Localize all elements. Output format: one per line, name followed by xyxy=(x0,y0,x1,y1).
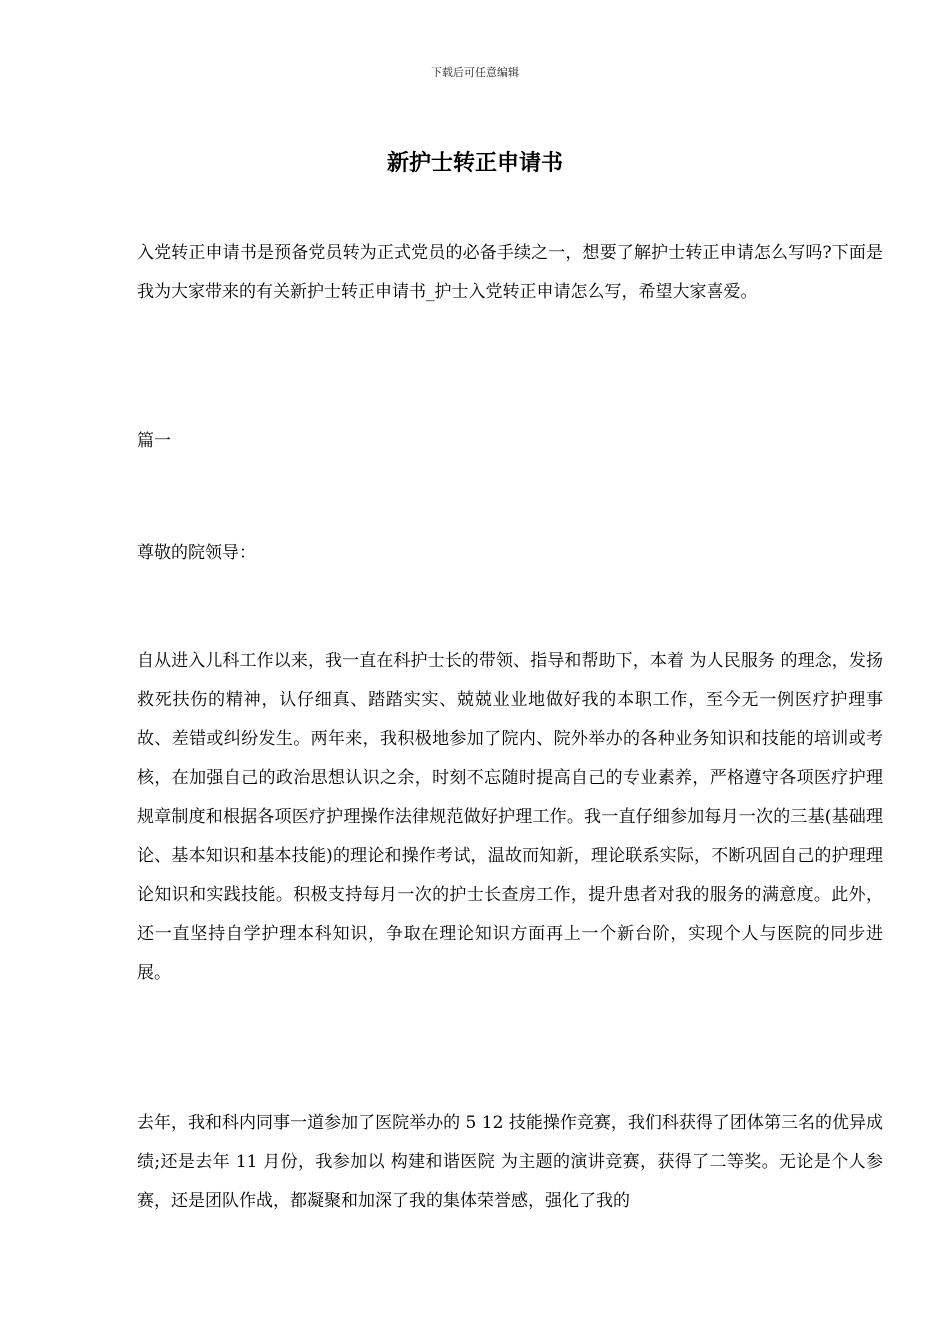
intro-paragraph: 入党转正申请书是预备党员转为正式党员的必备手续之一，想要了解护士转正申请怎么写吗?下面是我为大家带来的有关新护士转正申请书_护士入党转正申请怎么写，希望大家喜爱。 xyxy=(137,243,883,302)
section-label: 篇一 xyxy=(137,431,171,451)
salutation: 尊敬的院领导： xyxy=(137,543,256,563)
body-paragraph-1: 自从进入儿科工作以来，我一直在科护士长的带领、指导和帮助下，本着 为人民服务 的理念，发扬救死扶伤的精神，认仔细真、踏踏实实、兢兢业业地做好我的本职工作，至今无一例医疗护理事故、差错或纠纷发生。两年来，我积极地参加了院内、院外举办的各种业务知识和技能的培训或考核，在加强自己的政治思想认识之余，时刻不忘随时提高自己的专业素养，严格遵守各项医疗护理规章制度和根据各项医疗护理操作法律规范做好护理工作。我一直仔细参加每月一次的三基(基础理论、基本知识和基本技能)的理论和操作考试，温故而知新，理论联系实际，不断巩固自己的护理理论知识和实践技能。积极支持每月一次的护士长查房工作，提升患者对我的服务的满意度。此外，还一直坚持自学护理本科知识，争取在理论知识方面再上一个新台阶，实现个人与医院的同步进展。 xyxy=(137,651,883,983)
body-paragraph-2: 去年，我和科内同事一道参加了医院举办的 5 12 技能操作竞赛，我们科获得了团体第三名的优异成绩;还是去年 11 月份，我参加以 构建和谐医院 为主题的演讲竞赛，获得了二等奖。无论是个人参赛，还是团队作战，都凝聚和加深了我的集体荣誉感，强化了我的 xyxy=(137,1113,883,1211)
header-note: 下载后可任意编辑 xyxy=(431,66,519,79)
document-title: 新护士转正申请书 xyxy=(386,151,563,176)
